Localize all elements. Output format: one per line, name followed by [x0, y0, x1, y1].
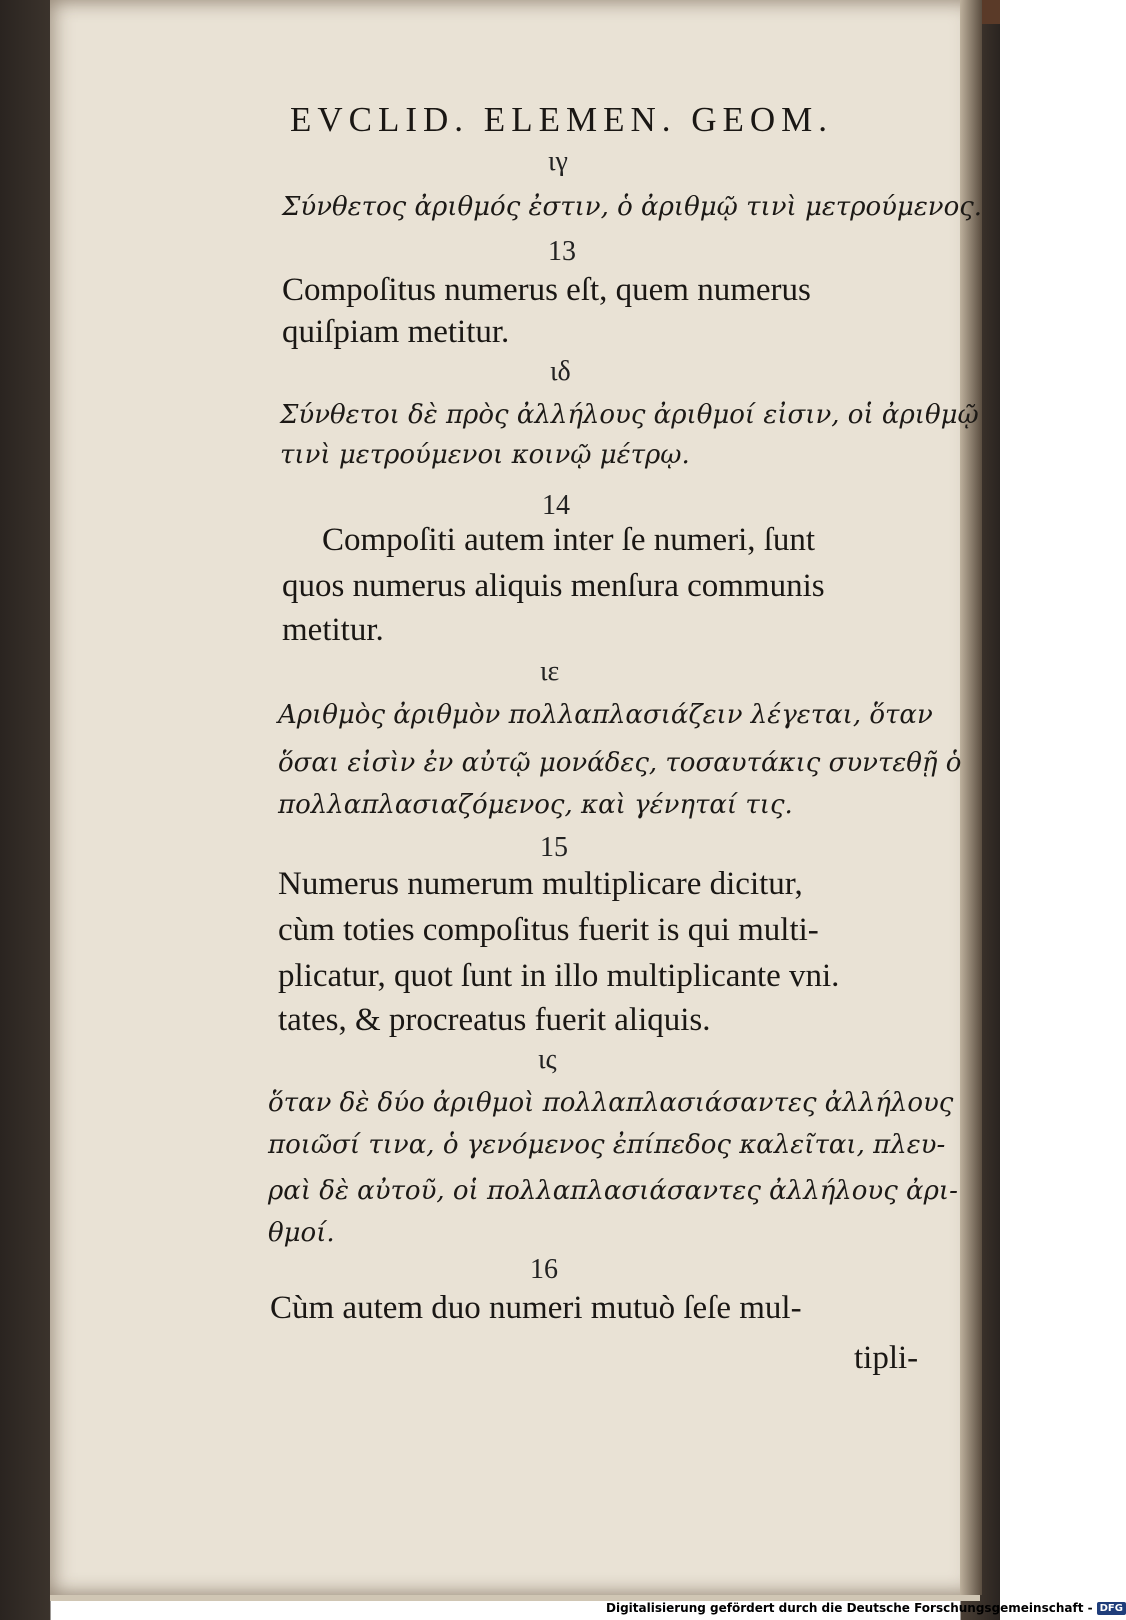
greek-line: ὅταν δὲ δύο ἀριθμοὶ πολλαπλασιάσαντες ἀλλήλους [268, 1088, 954, 1118]
greek-number: ιδ [550, 356, 571, 387]
latin-line: Cùm autem duo numeri mutuò ſeſe mul- [270, 1290, 802, 1326]
digitization-credit [606, 1598, 1126, 1618]
latin-line: tates, & procreatus fuerit aliquis. [278, 1002, 711, 1038]
greek-line: ραὶ δὲ αὐτοῦ, οἱ πολλαπλασιάσαντες ἀλλήλους ἀρι- [268, 1176, 958, 1206]
catchword: tipli- [854, 1340, 919, 1376]
greek-line: ποιῶσί τινα, ὁ γενόμενος ἐπίπεδος καλεῖται, πλευ- [268, 1130, 946, 1160]
greek-line: Σύνθετος ἀριθμός ἐστιν, ὁ ἀριθμῷ τινὶ μετρούμενος. [282, 192, 983, 222]
latin-line: Numerus numerum multiplicare dicitur, [278, 866, 803, 902]
latin-line: Compoſitus numerus eſt, quem numerus [282, 272, 811, 308]
latin-line: metitur. [282, 612, 384, 648]
latin-line: quiſpiam metitur. [282, 314, 510, 350]
latin-line: cùm toties compoſitus fuerit is qui multi- [278, 912, 819, 948]
page-edge [960, 0, 982, 1595]
greek-line: ὅσαι εἰσὶν ἐν αὐτῷ μονάδες, τοσαυτάκις συντεθῇ ὁ [278, 748, 962, 778]
latin-number: 13 [548, 236, 576, 267]
greek-number: ιε [540, 656, 560, 687]
latin-number: 16 [530, 1254, 558, 1285]
credit-text: Digitalisierung gefördert durch die Deutsche Forschungsgemeinschaft - [606, 1601, 1093, 1615]
greek-line: πολλαπλασιαζόμενος, καὶ γένηταί τις. [278, 790, 793, 820]
greek-line: τινὶ μετρούμενοι κοινῷ μέτρῳ. [280, 440, 690, 470]
latin-number: 15 [540, 832, 568, 863]
latin-line: quos numerus aliquis menſura communis [282, 568, 825, 604]
running-header: EVCLID. ELEMEN. GEOM. [290, 100, 834, 139]
greek-number: ις [538, 1044, 557, 1075]
dfg-logo-icon: DFG [1097, 1602, 1126, 1615]
greek-line: Αριθμὸς ἀριθμὸν πολλαπλασιάζειν λέγεται, ὅταν [278, 700, 933, 730]
greek-line: Σύνθετοι δὲ πρὸς ἀλλήλους ἀριθμοί εἰσιν, οἱ ἀριθμῷ [280, 400, 979, 430]
greek-line: θμοί. [268, 1218, 335, 1248]
greek-number: ιγ [548, 146, 568, 177]
latin-line: plicatur, quot ſunt in illo multiplicante vni. [278, 958, 840, 994]
latin-line: Compoſiti autem inter ſe numeri, ſunt [322, 522, 816, 558]
latin-number: 14 [542, 490, 570, 521]
